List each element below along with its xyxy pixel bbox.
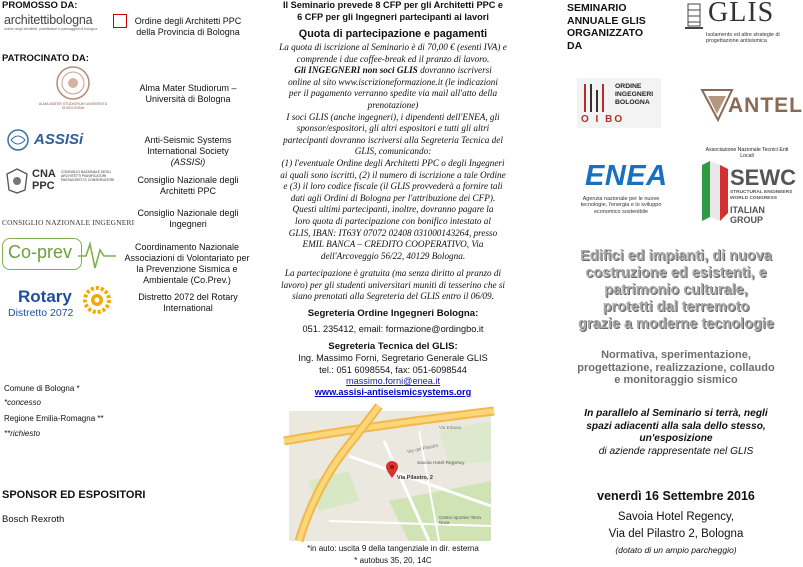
organizer-header: SEMINARIO ANNUALE GLIS ORGANIZZATO DA bbox=[567, 2, 646, 52]
ordine-ingegneri-logo: ORDINE INGEGNERI BOLOGNA O I BO bbox=[577, 78, 661, 128]
map-label-hotel: Savoia Hotel Regency bbox=[417, 461, 465, 466]
website-link[interactable]: www.assisi-antiseismicsystems.org bbox=[314, 387, 472, 397]
patron-label-assisi: Anti-Seismic Systems International Society (ASSISi) bbox=[144, 135, 232, 167]
map-label-sport: Centro sportivo Terra Nova bbox=[439, 515, 481, 525]
promosso-header: PROMOSSO DA: bbox=[2, 0, 78, 11]
cnappc-logo: CNA PPC CONSIGLIO NAZIONALE DEGLI ARCHITETTI PIANIFICATORI PAESAGGISTI E CONSERVATORI bbox=[6, 168, 121, 196]
segreteria-ordine-contact: 051. 235412, email: formazione@ordingbo.it bbox=[302, 324, 484, 334]
segreteria-tecnica-contact: Ing. Massimo Forni, Segretario Generale GLIS tel.: 051 6098554, fax: 051-6098544 bbox=[298, 353, 488, 375]
patron-label-rotary: Distretto 2072 del Rotary International bbox=[138, 292, 238, 313]
sewc-logo: Associazione Nazionale Tecnici Enti Locali SEWC STRUCTURAL ENGINEERS WORLD CONGRESS ITALIAN GROUP bbox=[700, 147, 794, 231]
patron-label-coprev: Coordinamento Nazionale Associazioni di Volontariato per la Prevenzione Sismica e Ambientale (Co.Prev.) bbox=[124, 242, 250, 285]
sponsor-header: SPONSOR ED ESPOSITORI bbox=[2, 489, 146, 501]
event-venue: Savoia Hotel Regency, Via del Pilastro 2, Bologna bbox=[608, 511, 744, 540]
segreteria-ordine-header: Segreteria Ordine Ingegneri Bologna: bbox=[307, 308, 479, 319]
cfp-note: Il Seminario prevede 8 CFP per gli Architetti PPC e 6 CFP per gli Ingegneri partecipanti ai lavori bbox=[282, 0, 504, 22]
event-date: venerdì 16 Settembre 2016 bbox=[597, 489, 755, 503]
glis-building-icon bbox=[684, 2, 704, 30]
italy-flag-icon bbox=[700, 161, 730, 221]
concesso-line: *concesso bbox=[4, 398, 41, 407]
quota-text: La quota di iscrizione al Seminario è di 70,00 € (esenti IVA) e comprende i due coffee-break ed il pranzo di lavoro. Gli INGEGNERI non soci GLIS dovranno iscriversi online al sito www.iscrizioneformazione.it (le indicazioni per il pagamento verranno spedite via mail all'atto della prenotazione) I soci GLIS (anche ingegneri), i dipendenti dell'ENEA, gli sponsor/espositori, gli altri espositori e tutti gli altri partecipanti dovranno iscriversi alla Segreteria Tecnica del GLIS, comunicando: (1) l'eventuale Ordine degli Architetti PPC o degli Ingegneri ai quali sono iscritti, (2) il numero di iscrizione a tale Ordine e (3) il loro codice fiscale (il GLIS provvederà a fornire tali dati agli Ordini di Bologna per l'attribuzione dei CFP). Questi ultimi partecipanti, inoltre, dovranno pagare la loro quota di partecipazione con bonifico intestato al GLIS, IBAN: IT63Y 07072 02408 031000143264, presso EMIL BANCA – CREDITO COOPERATIVO, Via dell'Arcoveggio 56/22, 40129 Bologna. bbox=[279, 42, 507, 261]
email-link[interactable]: massimo.forni@enea.it bbox=[345, 376, 441, 386]
antel-logo: ANTEL bbox=[698, 86, 792, 128]
rotary-logo: Rotary Distretto 2072 bbox=[6, 283, 118, 321]
regione-line: Regione Emilia-Romagna ** bbox=[4, 414, 104, 423]
richiesto-line: **richiesto bbox=[4, 429, 41, 438]
directions-bus: * autobus 35, 20, 14C bbox=[354, 556, 432, 565]
enea-logo: ENEA Agenzia nazionale per le nuove tecnologie, l'energia e lo sviluppo economico sostenibile bbox=[580, 160, 668, 215]
cni-logo: CONSIGLIO NAZIONALE INGEGNERI bbox=[2, 218, 135, 227]
exhibition-note: In parallelo al Seminario si terrà, negli spazi adiacenti alla sala dello stesso, un'esposizione di aziende rappresentate nel GLIS bbox=[584, 408, 768, 457]
quota-header: Quota di partecipazione e pagamenti bbox=[298, 28, 488, 40]
coprev-logo: Co-prev bbox=[2, 238, 117, 274]
seminar-title: Edifici ed impianti, di nuova costruzione ed esistenti, e patrimonio culturale, protetti dal terremoto grazie a moderne tecnologie bbox=[578, 248, 774, 332]
gratuita-text: La partecipazione è gratuita (ma senza diritto al pranzo di lavoro) per gli studenti universitari muniti di tesserino che si siano prenotati alla Segreteria del GLIS entro il 06/09. bbox=[281, 268, 505, 302]
map-label-erbosa: Via Erbosa bbox=[439, 425, 461, 430]
glis-logo: GLIS Isolamento ed altre strategie di progettazione antisismica bbox=[684, 0, 792, 52]
directions-car: *in auto: uscita 9 della tangenziale in dir. esterna bbox=[307, 544, 479, 553]
segreteria-tecnica-header: Segreteria Tecnica del GLIS: bbox=[328, 341, 458, 352]
comune-line: Comune di Bologna * bbox=[4, 384, 80, 393]
unibo-logo: ALMA MATER STUDIORUM UNIVERSITÀ DI BOLOGNA bbox=[38, 66, 108, 120]
architetti-bologna-logo: architettibologna ordine degli architetti, pianificatori e paesaggisti di bologna bbox=[4, 13, 124, 39]
map-label-street: Via del Pilastro bbox=[406, 443, 440, 456]
rotary-wheel-icon bbox=[82, 285, 112, 315]
patron-label-unibo: Alma Mater Studiorum – Università di Bologna bbox=[139, 83, 237, 104]
promoter-label: Ordine degli Architetti PPC della Provincia di Bologna bbox=[134, 16, 242, 37]
location-map[interactable] bbox=[289, 411, 491, 541]
parking-note: (dotato di un ampio parcheggio) bbox=[615, 545, 737, 555]
patron-label-cni: Consiglio Nazionale degli Ingegneri bbox=[137, 208, 239, 229]
patron-label-cnappc: Consiglio Nazionale degli Architetti PPC bbox=[137, 175, 239, 196]
patrocinato-header: PATROCINATO DA: bbox=[2, 53, 89, 64]
sponsor-name: Bosch Rexroth bbox=[2, 514, 65, 525]
seminar-subtitle: Normativa, sperimentazione, progettazione, realizzazione, collaudo e monitoraggio sismico bbox=[577, 349, 775, 386]
map-label-address: Via Pilastro, 2 bbox=[397, 475, 433, 481]
assisi-logo: ASSISi bbox=[6, 129, 116, 151]
